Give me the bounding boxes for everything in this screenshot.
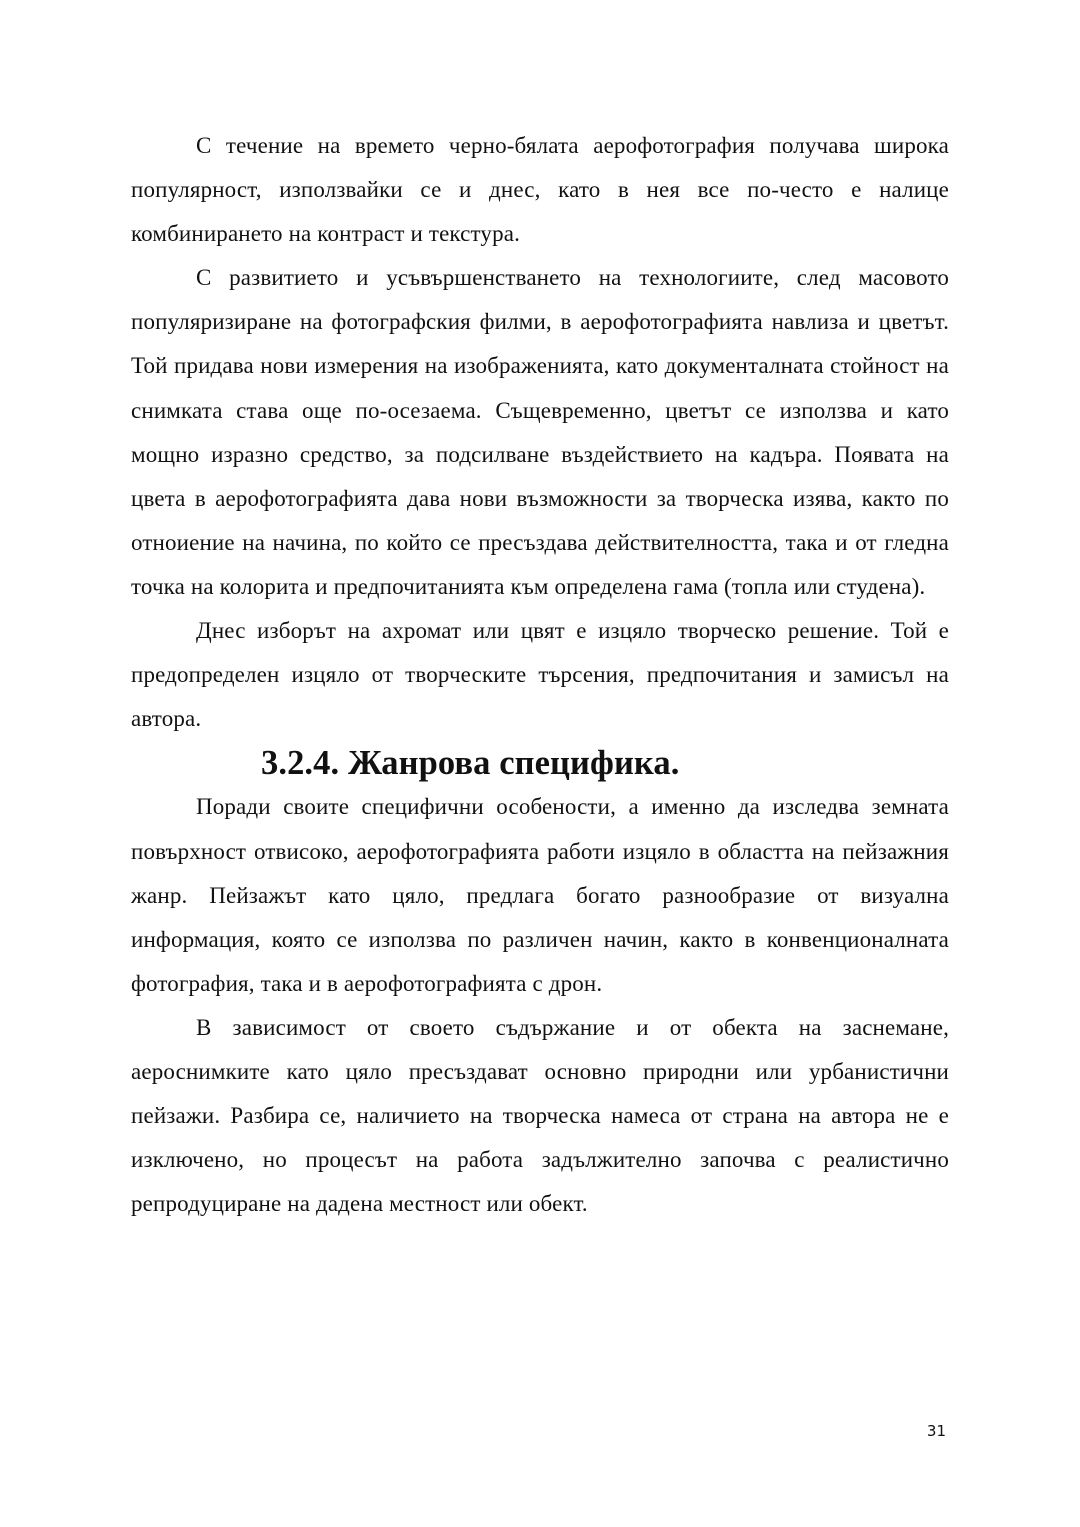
paragraph-bw-aerial-photography: С течение на времето черно-бялата аерофотография получава широка популярност, използвайки се и днес, като в нея все по-често е налице комбинирането на контраст и текстура.	[131, 133, 949, 247]
paragraph-creative-choice: Днес изборът на ахромат или цвят е изцяло творческо решение. Той е предопределен изцяло от творческите търсения, предпочитания и замисъл на автора.	[131, 618, 949, 732]
page-number: 31	[926, 1422, 946, 1440]
paragraph-landscape-genre: Поради своите специфични особености, а именно да изследва земната повърхност отвисоко, аерофотографията работи изцяло в областта на пейзажния жанр. Пейзажът като цяло, предлага богато разнообразие от визуална информация, която се използва по различен начин, както в конвенционалната фотография, така и в аерофотографията с дрон.	[131, 794, 949, 996]
paragraph-color-in-aerial-photography: С развитието и усъвършенстването на технологиите, след масовото популяризиране на фотографския филми, в аерофотографията навлиза и цветът. Той придава нови измерения на изображенията, като документалната стойност на снимката става още по-осезаема. Същевременно, цветът се използва и като мощно изразно средство, за подсилване въздействието на кадъра. Появата на цвета в аерофотографията дава нови възможности за творческа изява, както по отноиение на начина, по който се пресъздава действителността, така и от гледна точка на колорита и предпочитанията към определена гама (топла или студена).	[131, 265, 949, 599]
page-body	[131, 124, 949, 1226]
section-heading: 3.2.4. Жанрова специфика.	[261, 744, 680, 783]
paragraph-natural-urban-landscapes: В зависимост от своето съдържание и от обекта на заснемане, аероснимките като цяло пресъздават основно природни или урбанистични пейзажи. Разбира се, наличието на творческа намеса от страна на автора не е изключено, но процесът на работа задължително започва с реалистично репродуциране на дадена местност или обект.	[131, 1014, 949, 1217]
